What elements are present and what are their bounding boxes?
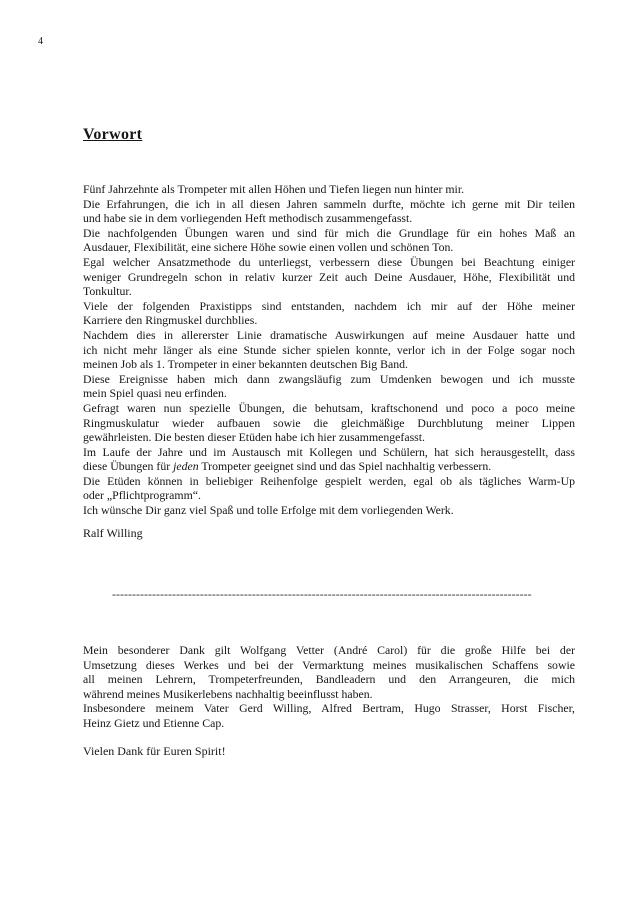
text-line: Heinz Gietz und Etienne Cap.	[83, 715, 225, 730]
text-line: diese Übungen für jeden Trompeter geeignet sind und das Spiel nachhaltig verbessern.	[83, 459, 492, 474]
acknowledgements-body	[83, 643, 575, 731]
page-title: Vorwort	[83, 126, 143, 143]
page-number: 4	[38, 36, 43, 47]
text-line: Insbesondere meinem Vater Gerd Willing, Alfred Bertram, Hugo Strasser, Horst Fischer,	[83, 701, 575, 716]
text-line: ich nicht mehr länger als eine Stunde sicher spielen konnte, verlor ich in der Folge sogar noch	[83, 342, 575, 357]
text-line: gewährleisten. Die besten dieser Etüden habe ich hier zusammengefasst.	[83, 430, 425, 445]
text-line: Diese Ereignisse haben mich dann zwangsläufig zum Umdenken bewogen und ich musste	[83, 371, 575, 386]
text-line: mein Spiel quasi neu erfinden.	[83, 386, 227, 401]
text-line: während meines Musikerlebens nachhaltig beeinflusst haben.	[83, 686, 373, 701]
text-line: meinen Job als 1. Trompeter in einer bekannten deutschen Big Band.	[83, 357, 409, 372]
text-line: Ich wünsche Dir ganz viel Spaß und tolle Erfolge mit dem vorliegenden Werk.	[83, 503, 454, 518]
text-line: oder „Pflichtprogramm“.	[83, 488, 201, 503]
text-line: Umsetzung dieses Werkes und bei der Vermarktung meines musikalischen Schaffens sowie	[83, 657, 575, 672]
text-line: Die Erfahrungen, die ich in all diesen Jahren sammeln durfte, möchte ich gerne mit Dir teilen	[83, 196, 575, 211]
text-line: Ringmuskulatur wieder aufbauen sowie die gleichmäßige Durchblutung meiner Lippen	[83, 415, 575, 430]
text-line: und habe sie in dem vorliegenden Heft methodisch zusammengefasst.	[83, 211, 413, 226]
text-line: weniger Grundregeln schon in relativ kurzer Zeit auch Deine Ausdauer, Höhe, Flexibilität und	[83, 269, 575, 284]
text-line: Gefragt waren nun spezielle Übungen, die behutsam, kraftschonend und poco a poco meine	[83, 400, 575, 415]
text-line: Die Etüden können in beliebiger Reihenfolge gespielt werden, egal ob als tägliches Warm-Up	[83, 473, 575, 488]
text-line: Ausdauer, Flexibilität, eine sichere Höhe sowie einen vollen und schönen Ton.	[83, 240, 454, 255]
text-line: Fünf Jahrzehnte als Trompeter mit allen Höhen und Tiefen liegen nun hinter mir.	[83, 182, 465, 196]
text-line: Die nachfolgenden Übungen waren und sind für mich die Grundlage für ein hohes Maß an	[83, 225, 575, 240]
text-line: Im Laufe der Jahre und im Austausch mit Kollegen und Schülern, hat sich herausgestellt, dass	[83, 444, 575, 459]
text-line: Mein besonderer Dank gilt Wolfgang Vetter (André Carol) für die große Hilfe bei der	[83, 643, 575, 657]
text-line: Nachdem dies in allererster Linie dramatische Auswirkungen auf meine Ausdauer hatte und	[83, 327, 575, 342]
text-line: Tonkultur.	[83, 284, 132, 299]
author-signature: Ralf Willing	[83, 526, 143, 540]
text-line: Viele der folgenden Praxistipps sind entstanden, nachdem ich mir auf der Höhe meiner	[83, 298, 575, 313]
dashed-divider: ---------------------------------------------------------------------------------------------------------	[112, 587, 532, 601]
text-line: Karriere den Ringmuskel durchblies.	[83, 313, 258, 328]
foreword-body	[83, 182, 575, 518]
text-line: all meinen Lehrern, Trompeterfreunden, Bandleadern und den Arrangeuren, die mich	[83, 672, 575, 687]
closing-line: Vielen Dank für Euren Spirit!	[83, 744, 226, 758]
text-line: Egal welcher Ansatzmethode du unterliegst, verbessern diese Übungen bei Beachtung einiger	[83, 254, 575, 269]
